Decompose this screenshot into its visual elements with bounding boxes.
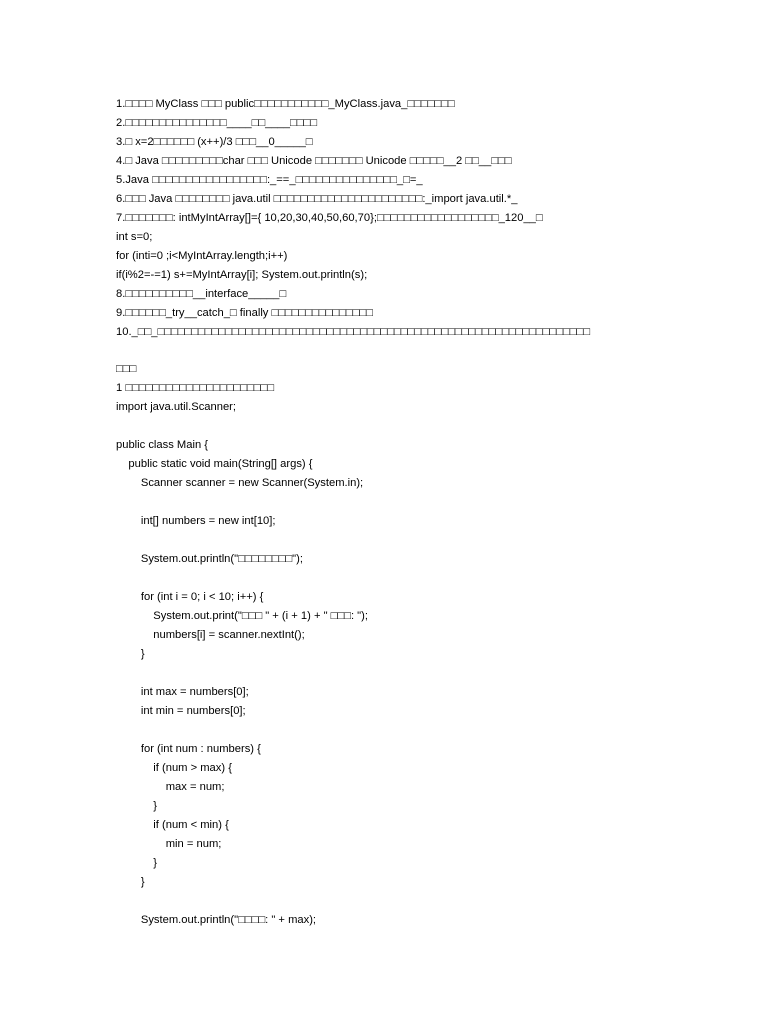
code-line: import java.util.Scanner; — [116, 401, 237, 413]
code-line: max = num; — [116, 781, 225, 793]
code-line: int[] numbers = new int[10]; — [116, 515, 276, 527]
code-line: System.out.println("□□□□□□□□"); — [116, 553, 303, 565]
question-8: 8.□□□□□□□□□□__interface_____□ — [116, 288, 287, 300]
question-7-code-line-2: for (inti=0 ;i<MyIntArray.length;i++) — [116, 250, 288, 262]
code-line: for (int i = 0; i < 10; i++) { — [116, 591, 264, 603]
code-line: } — [116, 648, 145, 660]
question-7: 7.□□□□□□□: intMyIntArray[]={ 10,20,30,40,50,60,70};□□□□□□□□□□□□□□□□□□_120__□ — [116, 212, 543, 224]
code-line: } — [116, 857, 158, 869]
code-line: } — [116, 800, 158, 812]
question-10: 10._□□_□□□□□□□□□□□□□□□□□□□□□□□□□□□□□□□□□□□□□□□□□□□□□□□□□□□□□□□□□□□□□□□□ — [116, 326, 590, 338]
code-line: if (num > max) { — [116, 762, 232, 774]
code-line: int min = numbers[0]; — [116, 705, 246, 717]
question-5: 5.Java □□□□□□□□□□□□□□□□□:_==_□□□□□□□□□□□□□□□_□=_ — [116, 174, 423, 186]
code-line: } — [116, 876, 145, 888]
code-line: int max = numbers[0]; — [116, 686, 249, 698]
code-line: numbers[i] = scanner.nextInt(); — [116, 629, 305, 641]
code-line: min = num; — [116, 838, 222, 850]
programming-task: 1 □□□□□□□□□□□□□□□□□□□□□□ — [116, 382, 274, 394]
code-line: Scanner scanner = new Scanner(System.in); — [116, 477, 364, 489]
question-7-code-line-3: if(i%2=-=1) s+=MyIntArray[i]; System.out.println(s); — [116, 269, 368, 281]
question-3: 3.□ x=2□□□□□□ (x++)/3 □□□__0_____□ — [116, 136, 313, 148]
code-line: System.out.print("□□□ " + (i + 1) + " □□□: "); — [116, 610, 368, 622]
section-heading: □□□ — [116, 363, 137, 375]
question-9: 9.□□□□□□_try__catch_□ finally □□□□□□□□□□□□□□□ — [116, 307, 373, 319]
code-line: for (int num : numbers) { — [116, 743, 261, 755]
question-4: 4.□ Java □□□□□□□□□char □□□ Unicode □□□□□□□ Unicode □□□□□__2 □□__□□□ — [116, 155, 512, 167]
code-line: System.out.println("□□□□: " + max); — [116, 914, 317, 926]
question-2: 2.□□□□□□□□□□□□□□□____□□____□□□□ — [116, 117, 318, 129]
code-line: if (num < min) { — [116, 819, 229, 831]
code-line: public class Main { — [116, 439, 209, 451]
question-7-code-line-1: int s=0; — [116, 231, 153, 243]
question-6: 6.□□□ Java □□□□□□□□ java.util □□□□□□□□□□□□□□□□□□□□□□:_import java.util.*_ — [116, 193, 518, 205]
question-1: 1.□□□□ MyClass □□□ public□□□□□□□□□□□_MyClass.java_□□□□□□□ — [116, 98, 455, 110]
code-line: public static void main(String[] args) { — [116, 458, 313, 470]
